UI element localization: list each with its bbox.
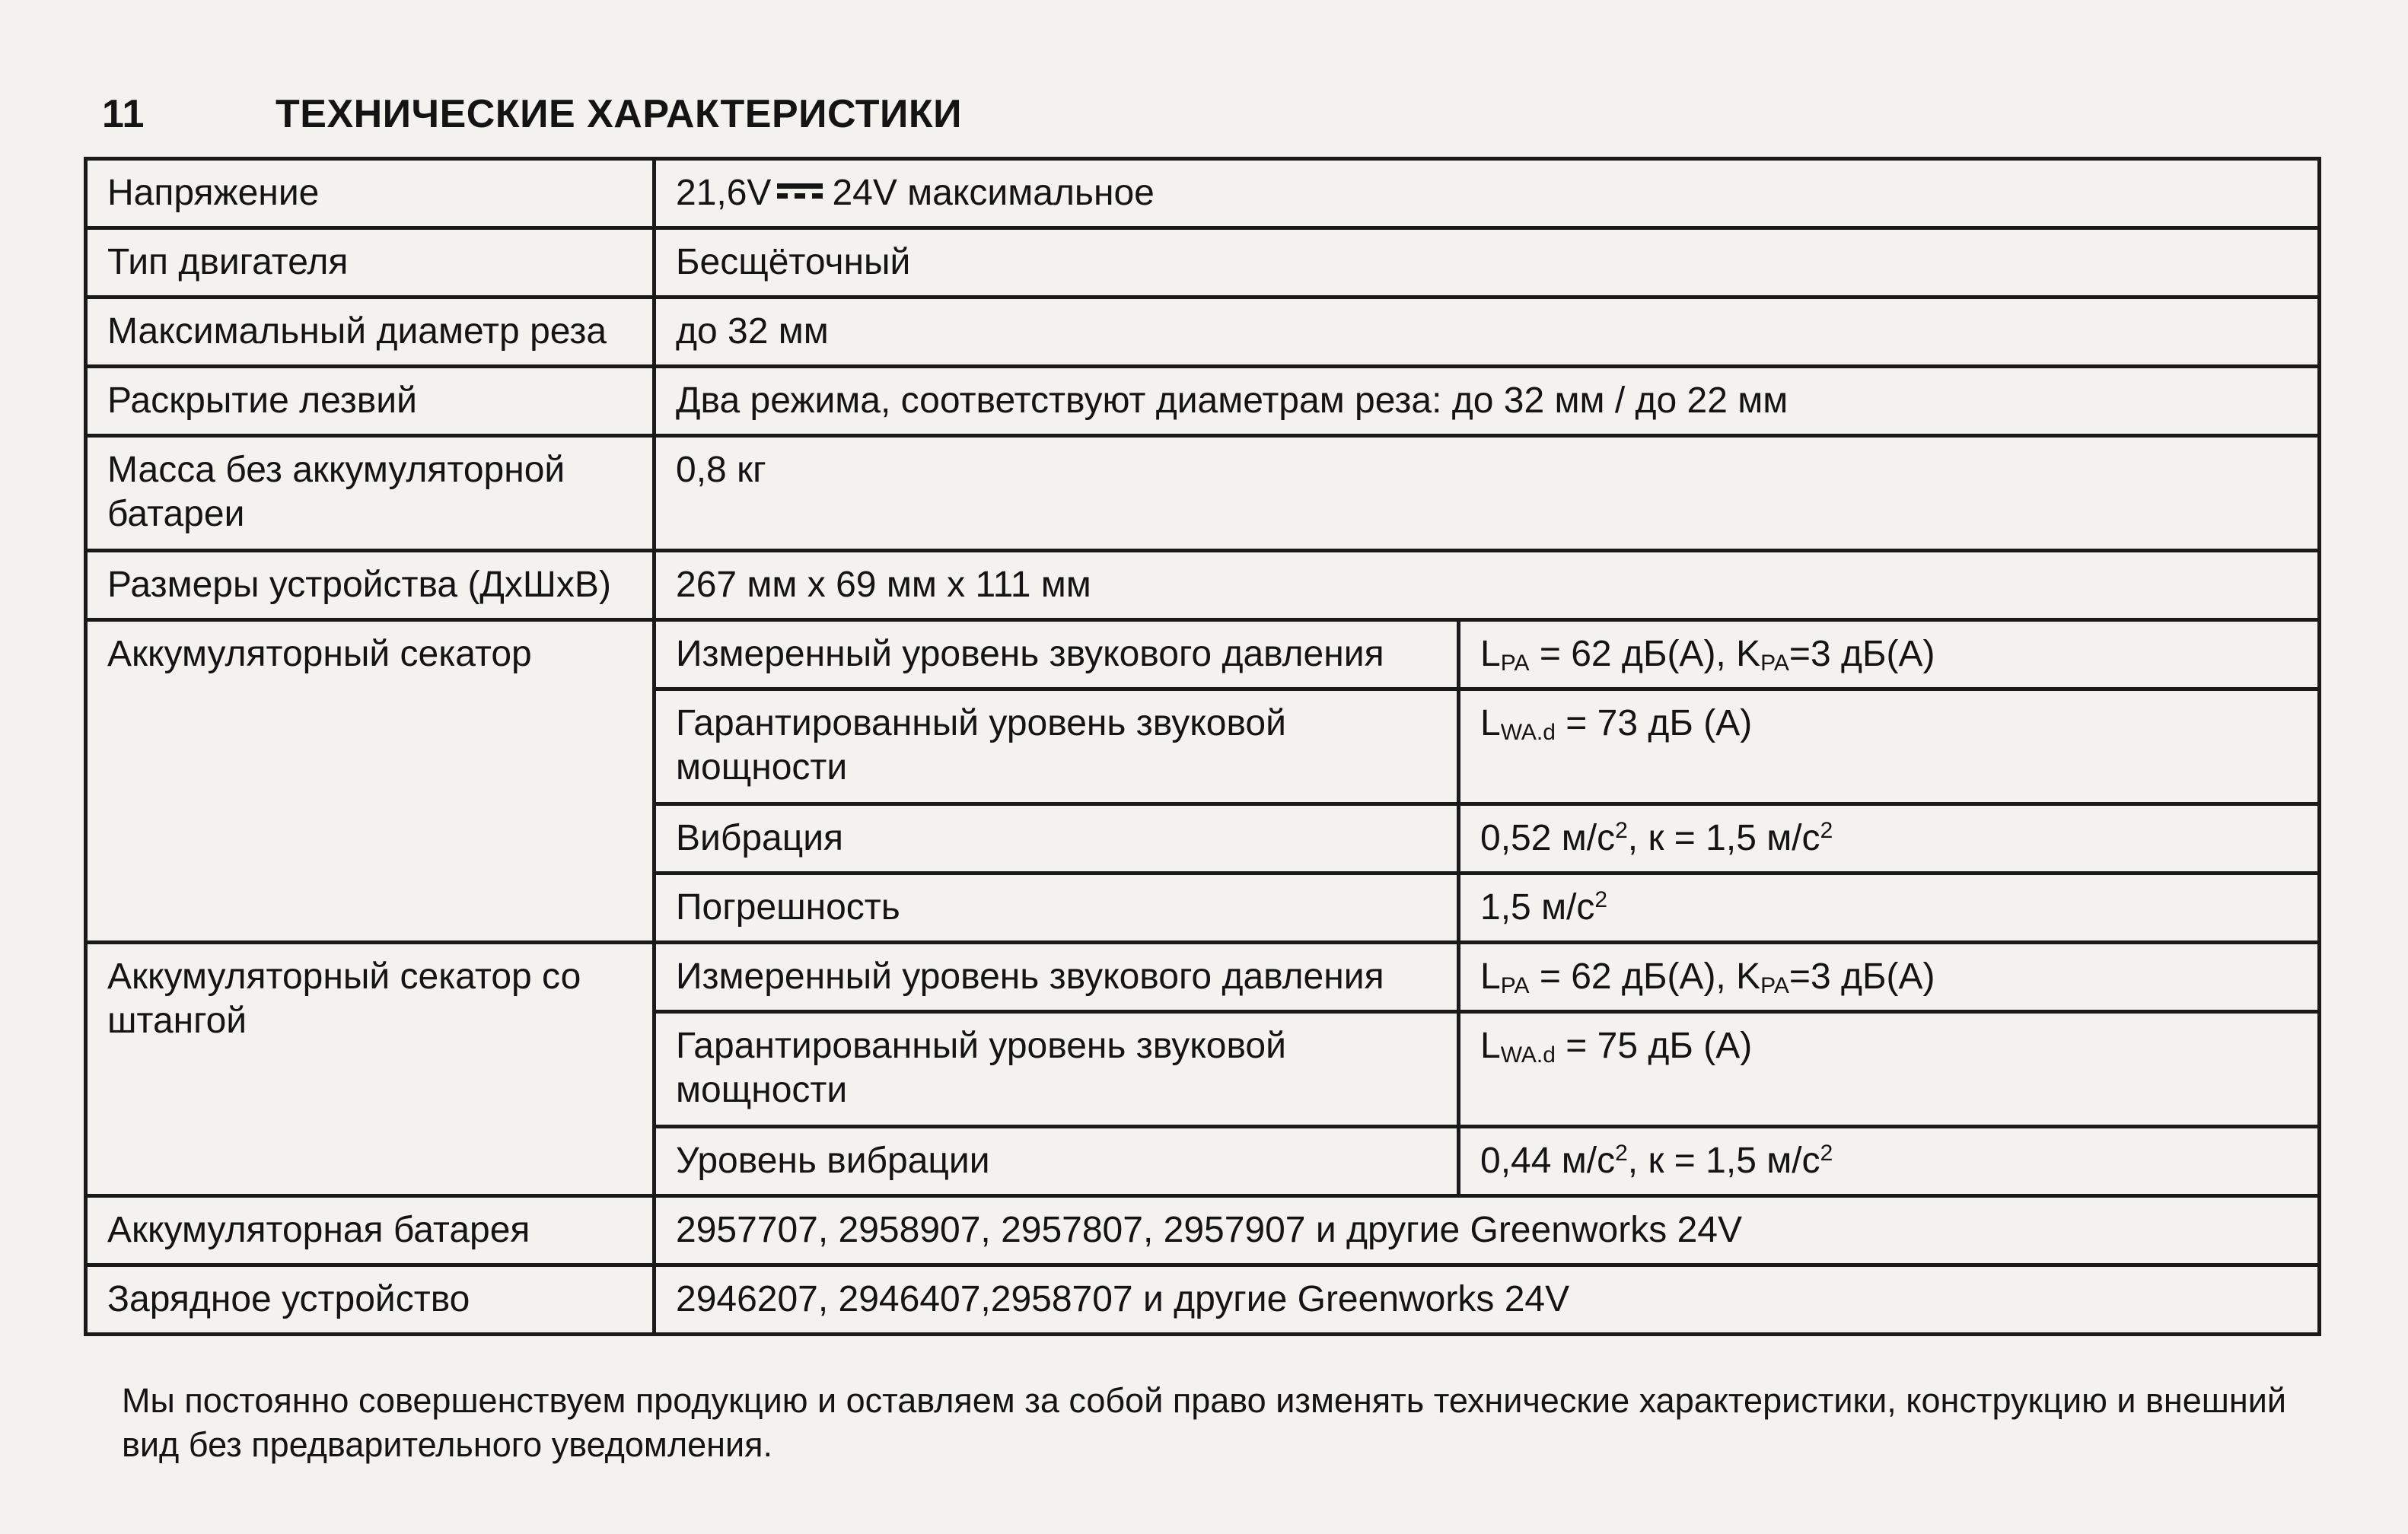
spec-value: 2957707, 2958907, 2957807, 2957907 и другие Greenworks 24V (655, 1196, 2320, 1265)
sub-label: Гарантированный уровень звуковой мощности (655, 689, 1459, 804)
spec-value: до 32 мм (655, 298, 2320, 367)
spec-value: Два режима, соответствуют диаметрам реза: до 32 мм / до 22 мм (655, 367, 2320, 436)
sub-value: $L_{WA.d} = 75$ дБ (А) (1459, 1012, 2320, 1127)
spec-value: 2946207, 2946407,2958707 и другие Greenworks 24V (655, 1265, 2320, 1335)
sub-value: 1,5 $м/с^2$ (1459, 874, 2320, 943)
spec-label: Напряжение (86, 159, 655, 228)
specifications-table (84, 157, 2321, 1336)
spec-value: Бесщёточный (655, 228, 2320, 298)
table-row-battery (86, 1196, 2320, 1265)
table-row-weight (86, 436, 2320, 551)
sub-label: Уровень вибрации (655, 1127, 1459, 1196)
table-row-dimensions (86, 551, 2320, 620)
direct-current-icon (777, 183, 823, 200)
spec-label: Масса без аккумуляторной батареи (86, 436, 655, 551)
sub-value: 0,44 $м/с^2$, к = 1,5 $м/с^2$ (1459, 1127, 2320, 1196)
spec-label: Тип двигателя (86, 228, 655, 298)
spec-label: Максимальный диаметр реза (86, 298, 655, 367)
spec-value-voltage (655, 159, 2320, 228)
sub-label: Измеренный уровень звукового давления (655, 943, 1459, 1012)
spec-label: Размеры устройства (ДхШхВ) (86, 551, 655, 620)
spec-value: 267 мм x 69 мм x 111 мм (655, 551, 2320, 620)
table-row-max-cut (86, 298, 2320, 367)
sub-label: Измеренный уровень звукового давления (655, 620, 1459, 689)
table-row-motor (86, 228, 2320, 298)
section-number: 11 (102, 92, 145, 136)
section-header (102, 84, 962, 145)
table-row-pole-sound-pressure (86, 943, 2320, 1012)
sub-value: $L_{PA} = 62$ дБ(А), $K_{PA}=3$ дБ(А) (1459, 943, 2320, 1012)
table-row-blade-opening (86, 367, 2320, 436)
spec-label: Зарядное устройство (86, 1265, 655, 1335)
sub-label: Погрешность (655, 874, 1459, 943)
disclaimer-note: Мы постоянно совершенствуем продукцию и оставляем за собой право изменять технические характеристики, конструкцию и внешний вид без предварительного уведомления. (122, 1381, 2287, 1464)
voltage-max: 24V максимальное (832, 173, 1155, 213)
sub-value: $L_{PA} = 62$ дБ(А), $K_{PA}=3$ дБ(А) (1459, 620, 2320, 689)
spec-label: Раскрытие лезвий (86, 367, 655, 436)
sub-value: $L_{WA.d} = 73$ дБ (А) (1459, 689, 2320, 804)
sub-label: Гарантированный уровень звуковой мощности (655, 1012, 1459, 1127)
voltage-nominal: 21,6V (676, 173, 772, 213)
spec-label: Аккумуляторная батарея (86, 1196, 655, 1265)
sub-label: Вибрация (655, 804, 1459, 874)
group-label-pruner: Аккумуляторный секатор (86, 620, 655, 943)
table-row-charger (86, 1265, 2320, 1335)
sub-value: 0,52 $м/с^2$, к = 1,5 $м/с^2$ (1459, 804, 2320, 874)
section-title: ТЕХНИЧЕСКИЕ ХАРАКТЕРИСТИКИ (276, 92, 963, 136)
table-row-voltage (86, 159, 2320, 228)
group-label-pole-pruner: Аккумуляторный секатор со штангой (86, 943, 655, 1196)
table-row-pruner-sound-pressure (86, 620, 2320, 689)
spec-value: 0,8 кг (655, 436, 2320, 551)
